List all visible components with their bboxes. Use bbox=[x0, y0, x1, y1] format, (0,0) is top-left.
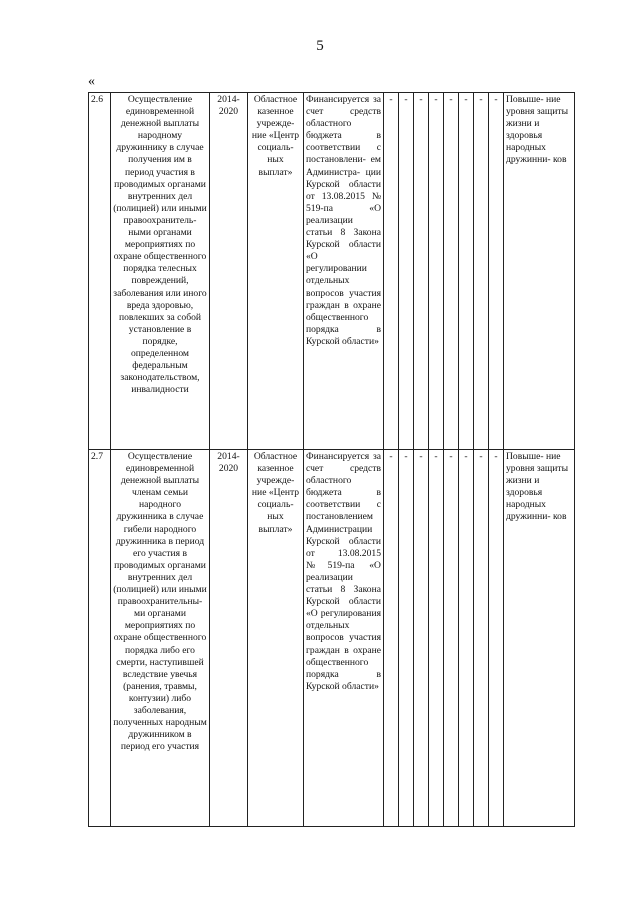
expected-result: Повыше- ние уровня защиты жизни и здоровья народных дружинни- ков bbox=[504, 450, 575, 827]
program-measures-table bbox=[88, 92, 575, 827]
opening-quote-mark: « bbox=[88, 74, 95, 89]
implementation-period: 2014-2020 bbox=[210, 450, 248, 827]
funding-year-cell: - bbox=[474, 450, 489, 827]
executor: Областное казенное учрежде- ние «Центр социаль- ных выплат» bbox=[248, 93, 304, 450]
funding-year-cell: - bbox=[474, 93, 489, 450]
funding-year-cell: - bbox=[429, 93, 444, 450]
funding-year-cell: - bbox=[399, 93, 414, 450]
measure-description: Осуществление единовременной денежной выплаты членам семьи народного дружинника в случае гибели народного дружинника в период его участия в проводимых органами внутренних дел (полицией) или иными правоохранительны- ми органами мероприятиях по охране общественного порядка либо его смерти, наступившей вследствие увечья (ранения, травмы, контузии) либо заболевания, полученных народным дружинником в период его участия bbox=[111, 450, 210, 827]
funding-year-cell: - bbox=[399, 450, 414, 827]
funding-year-cell: - bbox=[429, 450, 444, 827]
funding-year-cell: - bbox=[384, 450, 399, 827]
funding-year-cell: - bbox=[459, 450, 474, 827]
funding-year-cell: - bbox=[489, 450, 504, 827]
funding-year-cell: - bbox=[444, 93, 459, 450]
row-number: 2.6 bbox=[89, 93, 111, 450]
table-row bbox=[89, 450, 575, 827]
funding-year-cell: - bbox=[384, 93, 399, 450]
table-row bbox=[89, 93, 575, 450]
funding-year-cell: - bbox=[444, 450, 459, 827]
funding-year-cell: - bbox=[414, 450, 429, 827]
financing-source: Финансируется за счет средств областного бюджета в соответствии с постановлени- ем Администра- ции Курской области от 13.08.2015 № 519-па «О реализации статьи 8 Закона Курской области «О регулировании отдельных вопросов участия граждан в охране общественного порядка в Курской области» bbox=[304, 93, 384, 450]
implementation-period: 2014-2020 bbox=[210, 93, 248, 450]
expected-result: Повыше- ние уровня защиты жизни и здоровья народных дружинни- ков bbox=[504, 93, 575, 450]
row-number: 2.7 bbox=[89, 450, 111, 827]
page-number: 5 bbox=[316, 38, 324, 54]
financing-source: Финансируется за счет средств областного бюджета в соответствии с постановлением Администрации Курской области от 13.08.2015 №519-па «О реализации статьи 8 Закона Курской области «О регулирования отдельных вопросов участия граждан в охране общественного порядка в Курской области» bbox=[304, 450, 384, 827]
executor: Областное казенное учрежде- ние «Центр социаль- ных выплат» bbox=[248, 450, 304, 827]
funding-year-cell: - bbox=[459, 93, 474, 450]
funding-year-cell: - bbox=[489, 93, 504, 450]
funding-year-cell: - bbox=[414, 93, 429, 450]
measure-description: Осуществление единовременной денежной выплаты народному дружиннику в случае получения им в период участия в проводимых органами внутренних дел (полицией) или иными правоохранитель- ными органами мероприятиях по охране общественного порядка телесных повреждений, заболевания или иного вреда здоровью, повлекших за собой установление в порядке, определенном федеральным законодательством, инвалидности bbox=[111, 93, 210, 450]
